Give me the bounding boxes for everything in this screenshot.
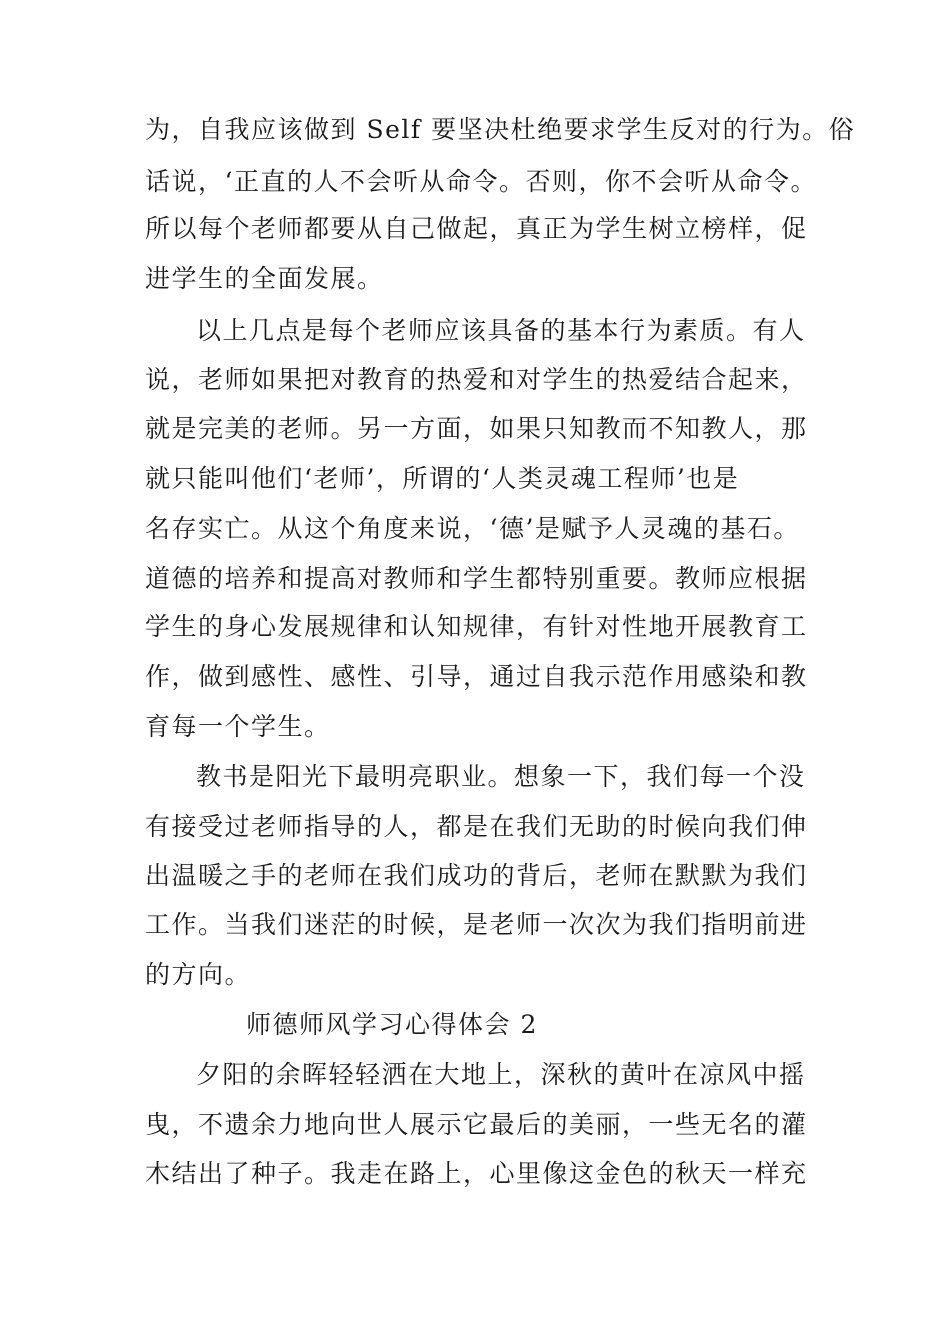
paragraph-line: 作，做到感性、感性、引导，通过自我示范作用感染和教	[145, 662, 808, 691]
paragraph-line: 曳，不遗余力地向世人展示它最后的美丽，一些无名的灌	[145, 1110, 808, 1139]
section-heading: 师德师风学习心得体会 2	[246, 1010, 538, 1039]
paragraph-line: 教书是阳光下最明亮职业。想象一下，我们每一个没	[196, 762, 806, 791]
paragraph-line: 说，老师如果把对教育的热爱和对学生的热爱结合起来，	[145, 365, 808, 394]
paragraph-line: 的方向。	[145, 960, 252, 989]
paragraph-line: 有接受过老师指导的人，都是在我们无助的时候向我们伸	[145, 812, 808, 841]
paragraph-line: 道德的培养和提高对教师和学生都特别重要。教师应根据	[145, 564, 808, 593]
paragraph-line: 所以每个老师都要从自己做起，真正为学生树立榜样，促	[145, 214, 808, 243]
paragraph-line: 育每一个学生。	[145, 712, 331, 741]
paragraph-line: 以上几点是每个老师应该具备的基本行为素质。有人	[196, 316, 806, 345]
paragraph-line: 为，自我应该做到 Self 要坚决杜绝要求学生反对的行为。俗	[145, 115, 856, 144]
paragraph-line: 学生的身心发展规律和认知规律，有针对性地开展教育工	[145, 612, 808, 641]
paragraph-line: 工作。当我们迷茫的时候，是老师一次次为我们指明前进	[145, 910, 808, 939]
paragraph-line: 木结出了种子。我走在路上，心里像这金色的秋天一样充	[145, 1159, 808, 1188]
paragraph-line: 出温暖之手的老师在我们成功的背后，老师在默默为我们	[145, 861, 808, 890]
paragraph-line: 就是完美的老师。另一方面，如果只知教而不知教人，那	[145, 414, 808, 443]
paragraph-line: 进学生的全面发展。	[145, 264, 384, 293]
paragraph-line: 名存实亡。从这个角度来说，‘德’是赋予人灵魂的基石。	[145, 514, 800, 543]
paragraph-line: 就只能叫他们‘老师’，所谓的‘人类灵魂工程师’也是	[145, 464, 740, 493]
paragraph-line: 话说，‘正直的人不会听从命令。否则，你不会听从命令。	[145, 167, 817, 196]
paragraph-line: 夕阳的余晖轻轻洒在大地上，深秋的黄叶在凉风中摇	[196, 1060, 806, 1089]
